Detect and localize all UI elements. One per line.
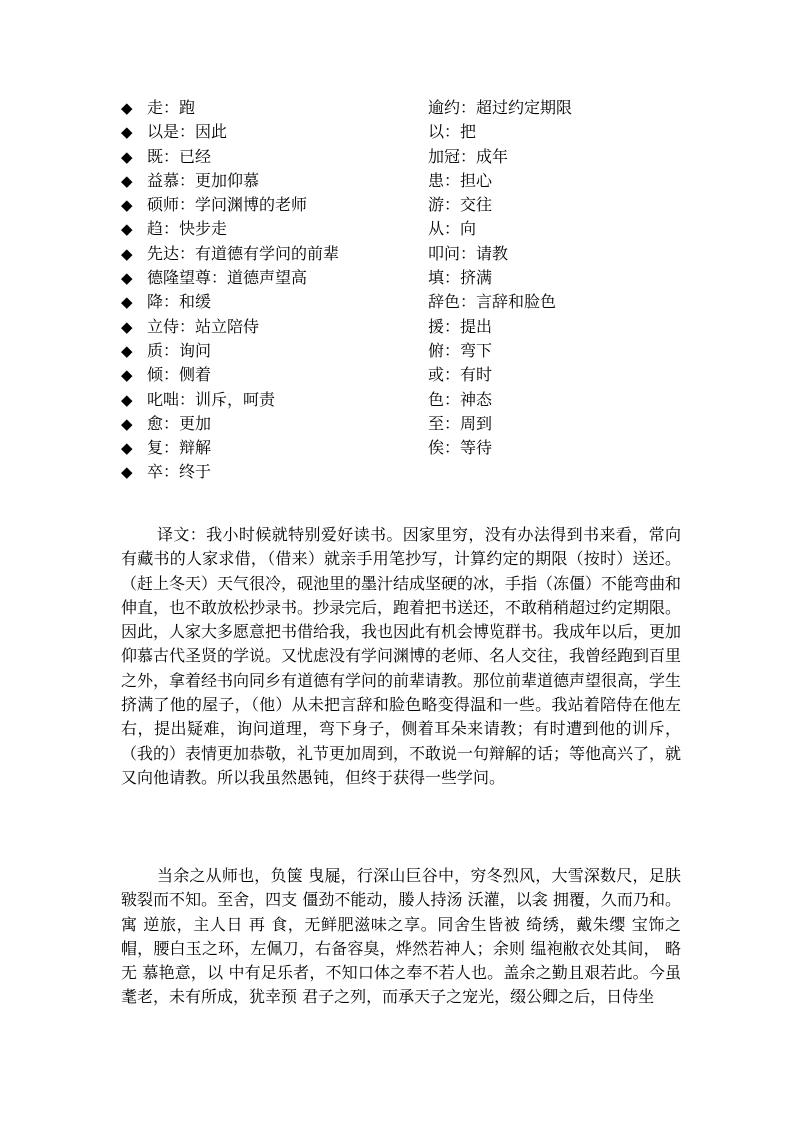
glossary-term-right: 俟：等待 — [428, 438, 493, 458]
glossary-row — [121, 120, 681, 144]
glossary-term-left: 叱咄：训斥，呵责 — [147, 389, 276, 409]
glossary-term-left: 趋：快步走 — [147, 219, 228, 239]
glossary-row — [121, 193, 681, 217]
bullet-icon: ◆ — [121, 244, 133, 263]
glossary-term-left: 复：辩解 — [147, 438, 212, 458]
bullet-icon: ◆ — [121, 123, 133, 142]
glossary-row — [121, 388, 681, 412]
glossary-term-right: 叩问：请教 — [428, 243, 509, 263]
bullet-icon: ◆ — [121, 341, 133, 360]
glossary-row — [121, 363, 681, 387]
glossary-term-left: 既：已经 — [147, 146, 212, 166]
bullet-icon: ◆ — [121, 463, 133, 482]
bullet-icon: ◆ — [121, 147, 133, 166]
bullet-icon: ◆ — [121, 196, 133, 215]
glossary-row — [121, 169, 681, 193]
glossary-row — [121, 339, 681, 363]
bullet-icon: ◆ — [121, 366, 133, 385]
glossary-term-right: 至：周到 — [428, 413, 493, 433]
glossary-term-left: 益慕：更加仰慕 — [147, 170, 260, 190]
glossary-term-right: 或：有时 — [428, 365, 493, 385]
glossary-term-right: 以：把 — [428, 122, 477, 142]
glossary-row — [121, 242, 681, 266]
glossary-row — [121, 290, 681, 314]
bullet-icon: ◆ — [121, 390, 133, 409]
bullet-icon: ◆ — [121, 293, 133, 312]
original-text-paragraph: 当余之从师也，负箧 曳屣，行深山巨谷中，穷冬烈风，大雪深数尺，足肤皲裂而不知。至舍，四支 僵劲不能动，媵人持汤 沃灌，以衾 拥覆，久而乃和。寓 逆旅，主人日 再 食，无鲜肥滋味之享。同舍生皆被 绮绣，戴朱缨 宝饰之帽，腰白玉之环，左佩刀，右备容臭，烨然若神人；余则 缊袍敝衣处其间， 略无 慕艳意，以 中有足乐者，不知口体之奉不若人也。盖余之勤且艰若此。今虽耄老，未有所成，犹幸预 君子之列，而承天子之宠光，缀公卿之后，日侍坐 — [121, 866, 681, 1007]
bullet-icon: ◆ — [121, 99, 133, 117]
glossary-row — [121, 460, 681, 484]
glossary-term-left: 倾：侧着 — [147, 365, 212, 385]
glossary-term-right: 援：提出 — [428, 316, 493, 336]
glossary-term-left: 立侍：站立陪侍 — [147, 316, 260, 336]
glossary-term-right: 患：担心 — [428, 170, 493, 190]
glossary-term-right: 游：交往 — [428, 195, 493, 215]
glossary-row — [121, 266, 681, 290]
glossary-term-left: 降：和缓 — [147, 292, 212, 312]
glossary-row — [121, 217, 681, 241]
glossary-term-right: 填：挤满 — [428, 268, 493, 288]
bullet-icon: ◆ — [121, 269, 133, 288]
glossary-row — [121, 412, 681, 436]
bullet-icon: ◆ — [121, 317, 133, 336]
glossary-row — [121, 315, 681, 339]
glossary-term-right: 加冠：成年 — [428, 146, 509, 166]
bullet-icon: ◆ — [121, 414, 133, 433]
bullet-icon: ◆ — [121, 439, 133, 458]
glossary-term-right: 逾约：超过约定期限 — [428, 98, 573, 117]
bullet-icon: ◆ — [121, 171, 133, 190]
glossary-term-left: 愈：更加 — [147, 413, 212, 433]
translation-paragraph: 译文：我小时候就特别爱好读书。因家里穷，没有办法得到书来看，常向有藏书的人家求借，（借来）就亲手用笔抄写，计算约定的期限（按时）送还。（赶上冬天）天气很冷，砚池里的墨汁结成坚硬的冰，手指（冻僵）不能弯曲和伸直，也不敢放松抄录书。抄录完后，跑着把书送还，不敢稍稍超过约定期限。因此，人家大多愿意把书借给我，我也因此有机会博览群书。我成年以后，更加仰慕古代圣贤的学说。又忧虑没有学问渊博的老师、名人交往，我曾经跑到百里之外，拿着经书向同乡有道德有学问的前辈请教。那位前辈道德声望很高，学生挤满了他的屋子，（他）从未把言辞和脸色略变得温和一些。我站着陪侍在他左右，提出疑难，询问道理，弯下身子，侧着耳朵来请教；有时遭到他的训斥，（我的）表情更加恭敬，礼节更加周到，不敢说一句辩解的话；等他高兴了，就又向他请教。所以我虽然愚钝，但终于获得一些学问。 — [121, 525, 682, 787]
glossary-term-right: 俯：弯下 — [428, 340, 493, 360]
glossary-term-left: 先达：有道德有学问的前辈 — [147, 243, 340, 263]
glossary-term-right: 色：神态 — [428, 389, 493, 409]
bullet-icon: ◆ — [121, 220, 133, 239]
glossary-row — [121, 145, 681, 169]
glossary-term-left: 质：询问 — [147, 340, 212, 360]
glossary-term-left: 硕师：学问渊博的老师 — [147, 195, 308, 215]
glossary-term-left: 以是：因此 — [147, 122, 228, 142]
glossary — [121, 96, 681, 485]
glossary-term-right: 辞色：言辞和脸色 — [428, 292, 557, 312]
glossary-term-left: 德隆望尊：道德声望高 — [147, 268, 308, 288]
glossary-term-left: 卒：终于 — [147, 462, 212, 482]
glossary-row — [121, 96, 681, 120]
glossary-term-right: 从：向 — [428, 219, 477, 239]
glossary-row — [121, 436, 681, 460]
glossary-term-left: 走：跑 — [147, 98, 196, 117]
